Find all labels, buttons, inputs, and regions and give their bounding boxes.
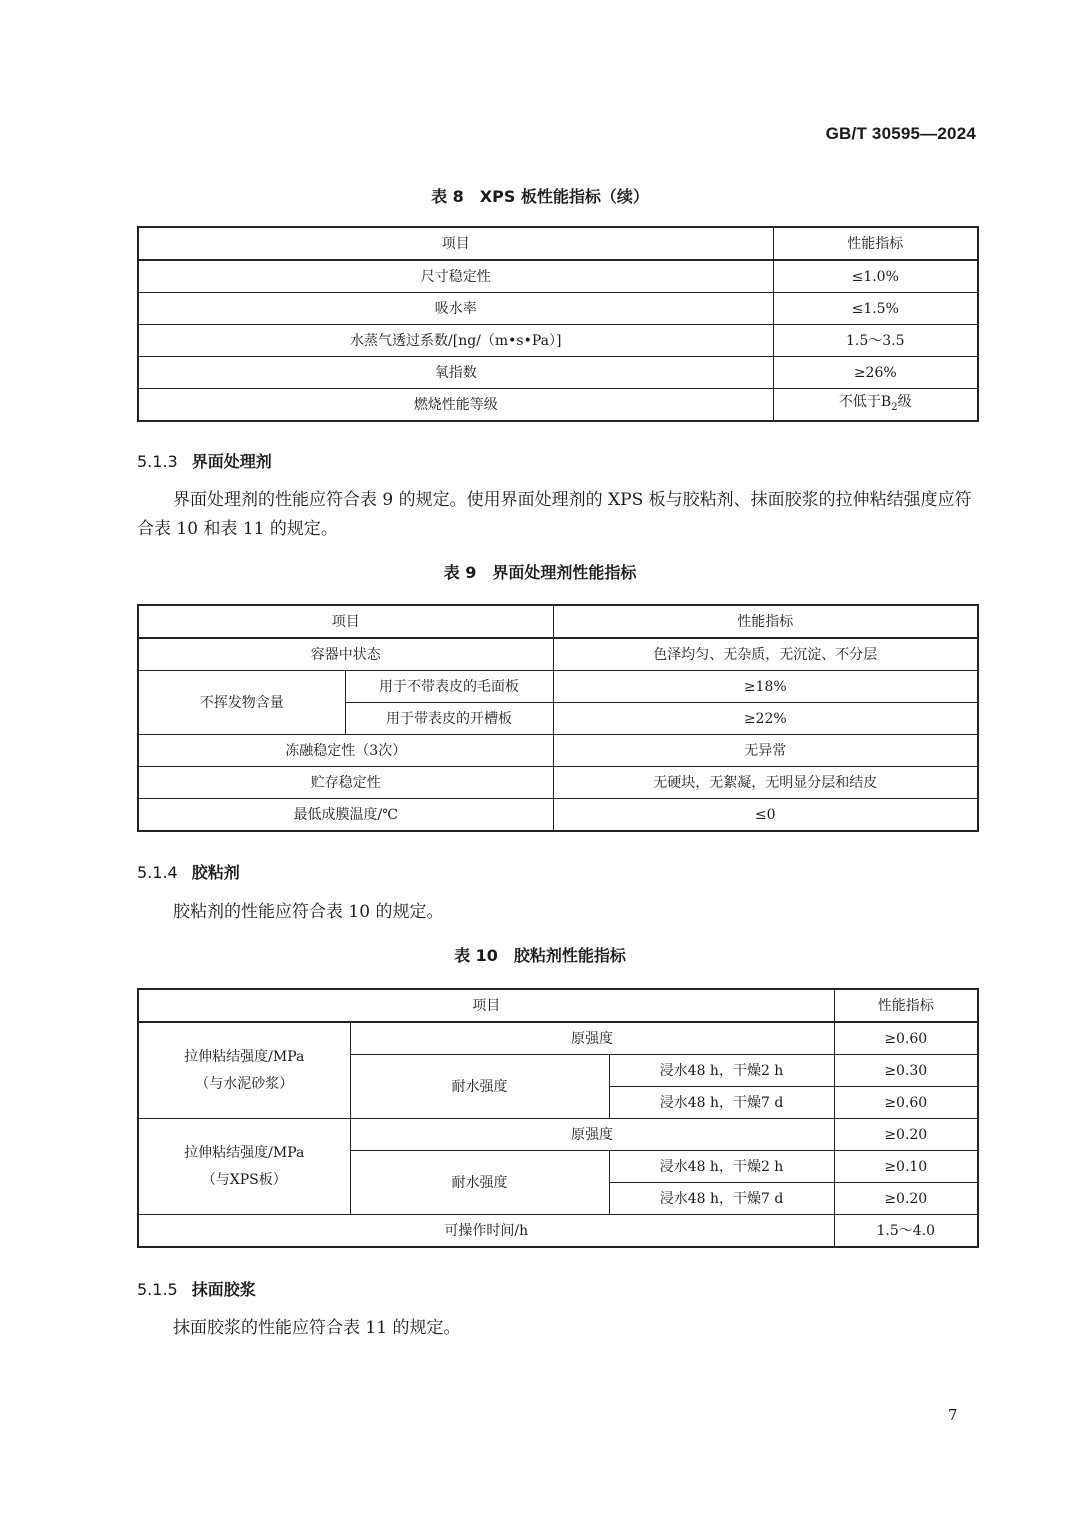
table9-item: 容器中状态: [138, 638, 553, 671]
group-label-line1: 拉伸粘结强度/MPa: [184, 1144, 305, 1161]
section-title: 界面处理剂: [191, 452, 272, 471]
table10-condition: 浸水48 h，干燥2 h: [609, 1151, 834, 1183]
table8-value: ≤1.5%: [773, 293, 978, 325]
table8-item: 水蒸气透过系数/[ng/（m•s•Pa）]: [138, 325, 773, 357]
table10-condition: 浸水48 h，干燥7 d: [609, 1087, 834, 1119]
table10-condition: 浸水48 h，干燥7 d: [609, 1183, 834, 1215]
table9-header-row: [138, 605, 978, 638]
table10-group-label: [138, 1119, 350, 1215]
table8-value: 1.5～3.5: [773, 325, 978, 357]
section-5-1-4: [137, 860, 240, 883]
table9-item: 贮存稳定性: [138, 767, 553, 799]
table8-value: ≤1.0%: [773, 260, 978, 293]
table10-value: ≥0.10: [834, 1151, 978, 1183]
paragraph-5-1-4: 胶粘剂的性能应符合表 10 的规定。: [173, 902, 444, 922]
table9-head-value: 性能指标: [553, 605, 978, 638]
fire-class-sub: 2: [891, 401, 898, 413]
table-row: [138, 389, 978, 422]
table9-subitem: 用于不带表皮的毛面板: [345, 671, 553, 703]
table10-item: 可操作时间/h: [138, 1215, 834, 1248]
group-label-line1: 拉伸粘结强度/MPa: [184, 1048, 305, 1065]
paragraph-5-1-3: 界面处理剂的性能应符合表 9 的规定。使用界面处理剂的 XPS 板与胶粘剂、抹面胶浆的拉伸粘结强度应符合表 10 和表 11 的规定。: [137, 490, 972, 539]
table8-caption: 表 8 XPS 板性能指标（续）: [431, 187, 649, 206]
table9-item: 最低成膜温度/℃: [138, 799, 553, 832]
table9-item: 冻融稳定性（3次）: [138, 735, 553, 767]
table10-value: ≥0.60: [834, 1087, 978, 1119]
table9-value: 无硬块，无絮凝，无明显分层和结皮: [553, 767, 978, 799]
table-row: [138, 799, 978, 832]
table9-subitem: 用于带表皮的开槽板: [345, 703, 553, 735]
table8-item: 氧指数: [138, 357, 773, 389]
table10-head-item: 项目: [138, 989, 834, 1022]
table-row: [138, 260, 978, 293]
section-number: 5.1.3: [137, 452, 178, 471]
table9: [137, 604, 979, 832]
table-row: [138, 638, 978, 671]
table10-value: 1.5～4.0: [834, 1215, 978, 1248]
fire-class-suffix: 级: [897, 393, 912, 410]
table-row: [138, 325, 978, 357]
table9-value: ≥22%: [553, 703, 978, 735]
table10-value: ≥0.30: [834, 1055, 978, 1087]
table-row: [138, 735, 978, 767]
table10-value: ≥0.20: [834, 1183, 978, 1215]
table-row: [138, 767, 978, 799]
table8: [137, 226, 979, 422]
table8-item: 尺寸稳定性: [138, 260, 773, 293]
table-row: [138, 357, 978, 389]
section-title: 抹面胶浆: [191, 1280, 256, 1299]
table8-value: [773, 389, 978, 422]
group-label-line2: （与水泥砂浆）: [195, 1075, 294, 1092]
table10-water-strength: 耐水强度: [350, 1151, 609, 1215]
table10-original-strength: 原强度: [350, 1022, 834, 1055]
table10-group-label: [138, 1022, 350, 1119]
table10: [137, 988, 979, 1248]
standard-code: GB/T 30595—2024: [825, 124, 976, 143]
table8-item: 吸水率: [138, 293, 773, 325]
paragraph-5-1-5: 抹面胶浆的性能应符合表 11 的规定。: [173, 1318, 461, 1338]
section-number: 5.1.4: [137, 863, 178, 882]
section-5-1-3: [137, 449, 272, 472]
table9-caption: 表 9 界面处理剂性能指标: [443, 563, 637, 582]
table8-head-value: 性能指标: [773, 227, 978, 260]
table10-value: ≥0.60: [834, 1022, 978, 1055]
table8-item: 燃烧性能等级: [138, 389, 773, 422]
table10-head-value: 性能指标: [834, 989, 978, 1022]
table9-value: 无异常: [553, 735, 978, 767]
table9-value: 色泽均匀、无杂质，无沉淀、不分层: [553, 638, 978, 671]
table-row: [138, 1215, 978, 1248]
table-row: [138, 1119, 978, 1151]
table10-value: ≥0.20: [834, 1119, 978, 1151]
table-row: [138, 671, 978, 703]
group-label-line2: （与XPS板）: [201, 1171, 287, 1188]
section-number: 5.1.5: [137, 1280, 178, 1299]
fire-class-prefix: 不低于B: [838, 393, 892, 410]
table8-header-row: [138, 227, 978, 260]
page-number: 7: [948, 1406, 958, 1424]
table10-water-strength: 耐水强度: [350, 1055, 609, 1119]
table9-group-label: 不挥发物含量: [138, 671, 345, 735]
table-row: [138, 293, 978, 325]
table10-header-row: [138, 989, 978, 1022]
table10-original-strength: 原强度: [350, 1119, 834, 1151]
table10-condition: 浸水48 h，干燥2 h: [609, 1055, 834, 1087]
table9-value: ≤0: [553, 799, 978, 832]
table-row: [138, 1022, 978, 1055]
section-title: 胶粘剂: [191, 863, 240, 882]
table8-head-item: 项目: [138, 227, 773, 260]
table9-head-item: 项目: [138, 605, 553, 638]
table10-caption: 表 10 胶粘剂性能指标: [454, 946, 626, 965]
table8-value: ≥26%: [773, 357, 978, 389]
table9-value: ≥18%: [553, 671, 978, 703]
section-5-1-5: [137, 1277, 256, 1300]
